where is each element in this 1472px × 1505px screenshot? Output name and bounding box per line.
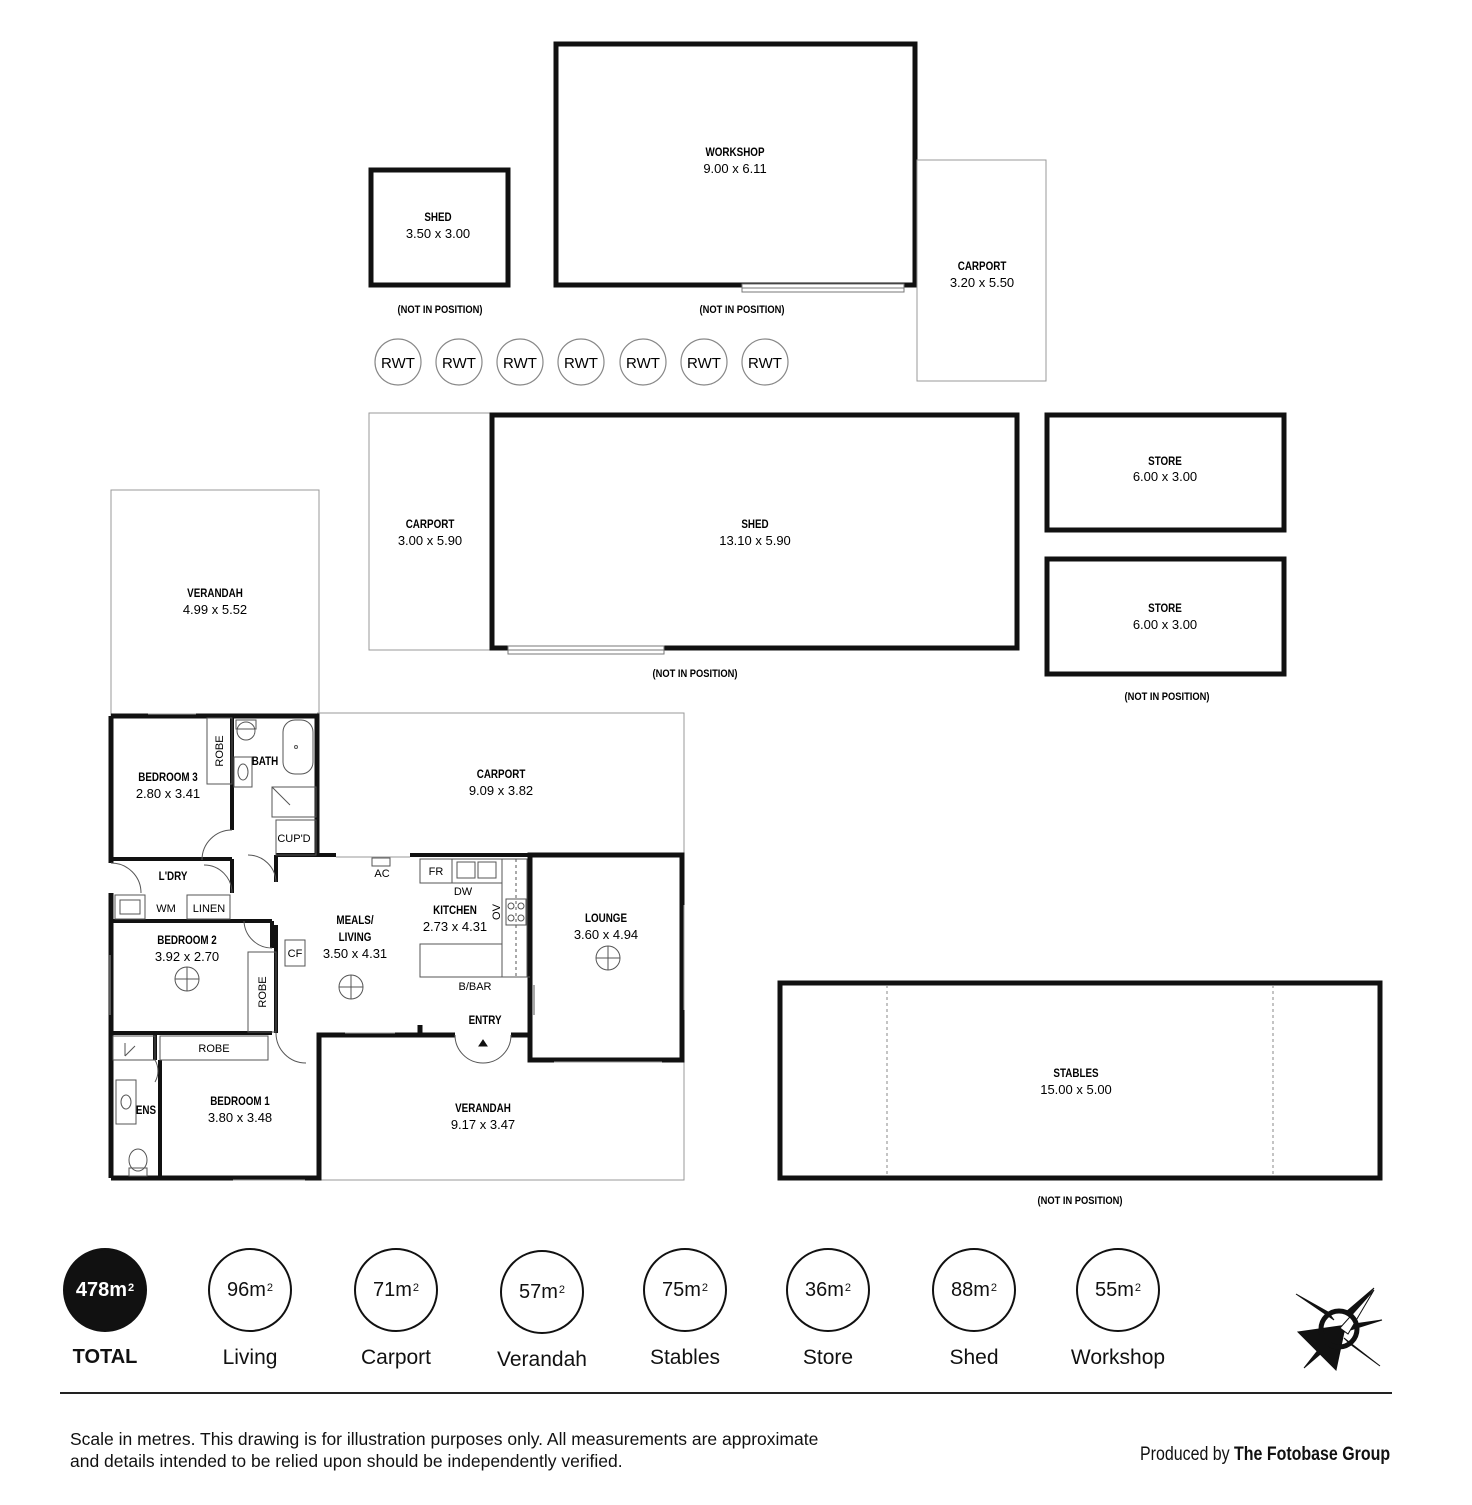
stat-label: Stables	[649, 1346, 721, 1369]
workshop-not-in-position: (NOT IN POSITION)	[699, 304, 785, 317]
small-shed-dim: 3.50 x 3.00	[405, 226, 471, 241]
stat-label: Shed	[949, 1346, 999, 1369]
small-shed-not-in-position: (NOT IN POSITION)	[397, 304, 483, 317]
workshop-name: WORKSHOP	[705, 146, 765, 160]
stat-value: 96m	[226, 1278, 266, 1301]
robe-label: ROBE	[214, 735, 226, 767]
lounge-name: LOUNGE	[584, 912, 628, 926]
bottom-verandah-name: VERANDAH	[455, 1102, 511, 1116]
stat-value: 478m	[75, 1278, 128, 1301]
rwt-tank	[742, 339, 788, 385]
rwt-label: RWT	[503, 355, 537, 372]
producer-name: The Fotobase Group	[1234, 1444, 1391, 1465]
top-carport	[917, 160, 1046, 381]
house-carport-dim: 9.09 x 3.82	[468, 783, 534, 798]
stat-circle	[932, 1248, 1016, 1332]
stat-circle	[354, 1248, 438, 1332]
bedroom2-dim: 3.92 x 2.70	[154, 949, 220, 964]
stat-carport	[321, 1248, 471, 1370]
meals-name-line1: MEALS/	[336, 914, 374, 928]
robe1-label: ROBE	[198, 1043, 230, 1055]
bedroom1-dim: 3.80 x 3.48	[207, 1110, 273, 1125]
stat-circle	[63, 1248, 147, 1332]
stat-shed	[899, 1248, 1049, 1370]
stat-label: Store	[802, 1346, 854, 1369]
stat-verandah	[467, 1250, 617, 1372]
stat-label: Workshop	[1070, 1346, 1166, 1369]
stat-value: 88m	[950, 1278, 990, 1301]
rwt-label: RWT	[748, 355, 782, 372]
stat-circle	[500, 1250, 584, 1334]
disclaimer-text: Scale in metres. This drawing is for illustration purposes only. All measurements are approximate and details intended to be relied upon should be independently verified.	[70, 1429, 819, 1471]
store-2-name: STORE	[1148, 602, 1182, 616]
stat-unit: 2	[128, 1282, 135, 1294]
store-1-dim: 6.00 x 3.00	[1132, 469, 1198, 484]
stat-unit: 2	[701, 1282, 709, 1294]
stat-stables	[610, 1248, 760, 1370]
small-shed-name: SHED	[424, 211, 452, 225]
store-2	[1047, 559, 1284, 703]
rwt-tank	[497, 339, 543, 385]
rwt-label: RWT	[626, 355, 660, 372]
stat-workshop	[1043, 1248, 1193, 1370]
stat-circle	[643, 1248, 727, 1332]
rwt-label: RWT	[381, 355, 415, 372]
stat-unit: 2	[412, 1282, 420, 1294]
middle-carport	[369, 413, 492, 650]
bbar-label: B/BAR	[458, 981, 492, 993]
kitchen-dim: 2.73 x 4.31	[422, 919, 488, 934]
stat-living	[175, 1248, 325, 1370]
middle-carport-name: CARPORT	[405, 518, 455, 532]
produced-by	[1140, 1444, 1390, 1466]
stat-value: 71m	[372, 1278, 412, 1301]
workshop-building	[556, 44, 915, 316]
meals-name-line2: LIVING	[338, 931, 372, 945]
stat-value: 36m	[804, 1278, 844, 1301]
stat-total	[30, 1248, 180, 1369]
stables-dim: 15.00 x 5.00	[1040, 1082, 1112, 1097]
stat-unit: 2	[1134, 1282, 1142, 1294]
lounge-dim: 3.60 x 4.94	[573, 927, 639, 942]
bedroom2-name: BEDROOM 2	[157, 934, 217, 948]
dw-label: DW	[453, 886, 473, 898]
store-2-dim: 6.00 x 3.00	[1132, 617, 1198, 632]
stat-unit: 2	[266, 1282, 274, 1294]
rwt-tank	[620, 339, 666, 385]
big-shed-dim: 13.10 x 5.90	[719, 533, 791, 548]
left-verandah	[111, 490, 319, 716]
entry-label: ENTRY	[468, 1014, 502, 1028]
stat-value: 55m	[1094, 1278, 1134, 1301]
rwt-label: RWT	[564, 355, 598, 372]
rwt-tank	[558, 339, 604, 385]
stat-label: Living	[222, 1346, 278, 1369]
house-carport-name: CARPORT	[476, 768, 526, 782]
rwt-tank	[436, 339, 482, 385]
rwt-label: RWT	[442, 355, 476, 372]
stat-label: TOTAL	[72, 1346, 138, 1368]
rwt-tank	[681, 339, 727, 385]
bedroom1-name: BEDROOM 1	[210, 1095, 270, 1109]
bedroom3-dim: 2.80 x 3.41	[135, 786, 201, 801]
stat-label: Carport	[360, 1346, 432, 1369]
fr-label: FR	[428, 866, 444, 878]
house-carport	[317, 713, 684, 855]
middle-carport-dim: 3.00 x 5.90	[397, 533, 463, 548]
robe2-label: ROBE	[257, 976, 269, 1008]
bath-label: BATH	[251, 755, 279, 769]
kitchen-name: KITCHEN	[433, 904, 477, 918]
left-verandah-name: VERANDAH	[187, 587, 243, 601]
bottom-verandah-dim: 9.17 x 3.47	[450, 1117, 516, 1132]
store-not-in-position: (NOT IN POSITION)	[1124, 691, 1210, 704]
bedroom3-name: BEDROOM 3	[138, 771, 198, 785]
stat-circle	[208, 1248, 292, 1332]
stat-value: 75m	[661, 1278, 701, 1301]
bottom-verandah	[317, 1062, 684, 1180]
wm-label: WM	[156, 903, 176, 915]
stables-building	[780, 983, 1380, 1207]
stat-unit: 2	[558, 1284, 566, 1296]
big-shed-name: SHED	[741, 518, 769, 532]
ens-label: ENS	[135, 1104, 157, 1118]
rwt-label: RWT	[687, 355, 721, 372]
stat-store	[753, 1248, 903, 1370]
stat-unit: 2	[844, 1282, 852, 1294]
big-shed-not-in-position: (NOT IN POSITION)	[652, 668, 738, 681]
small-shed-building	[371, 170, 508, 316]
store-1	[1047, 415, 1284, 530]
store-1-name: STORE	[1148, 455, 1182, 469]
stables-name: STABLES	[1053, 1067, 1099, 1081]
north-arrow-icon	[1292, 1282, 1386, 1376]
cupd-label: CUP'D	[277, 833, 311, 845]
big-shed-building	[492, 415, 1017, 680]
meals-dim: 3.50 x 4.31	[322, 946, 388, 961]
rainwater-tanks	[375, 339, 788, 385]
stat-label: Verandah	[497, 1348, 587, 1371]
ac-label: AC	[374, 868, 390, 880]
stat-unit: 2	[990, 1282, 998, 1294]
house-labels	[136, 735, 638, 1125]
stat-value: 57m	[518, 1280, 558, 1303]
stat-circle	[786, 1248, 870, 1332]
divider-line	[60, 1392, 1392, 1394]
rwt-tank	[375, 339, 421, 385]
top-carport-dim: 3.20 x 5.50	[949, 275, 1015, 290]
top-carport-name: CARPORT	[957, 260, 1007, 274]
ov-label: OV	[491, 904, 503, 920]
workshop-dim: 9.00 x 6.11	[703, 161, 767, 176]
produced-by-label: Produced by	[1140, 1444, 1230, 1465]
ldry-label: L'DRY	[158, 870, 188, 884]
stables-not-in-position: (NOT IN POSITION)	[1037, 1195, 1123, 1208]
cf-label: CF	[287, 948, 303, 960]
stat-circle	[1076, 1248, 1160, 1332]
left-verandah-dim: 4.99 x 5.52	[182, 602, 248, 617]
linen-label: LINEN	[192, 903, 226, 915]
